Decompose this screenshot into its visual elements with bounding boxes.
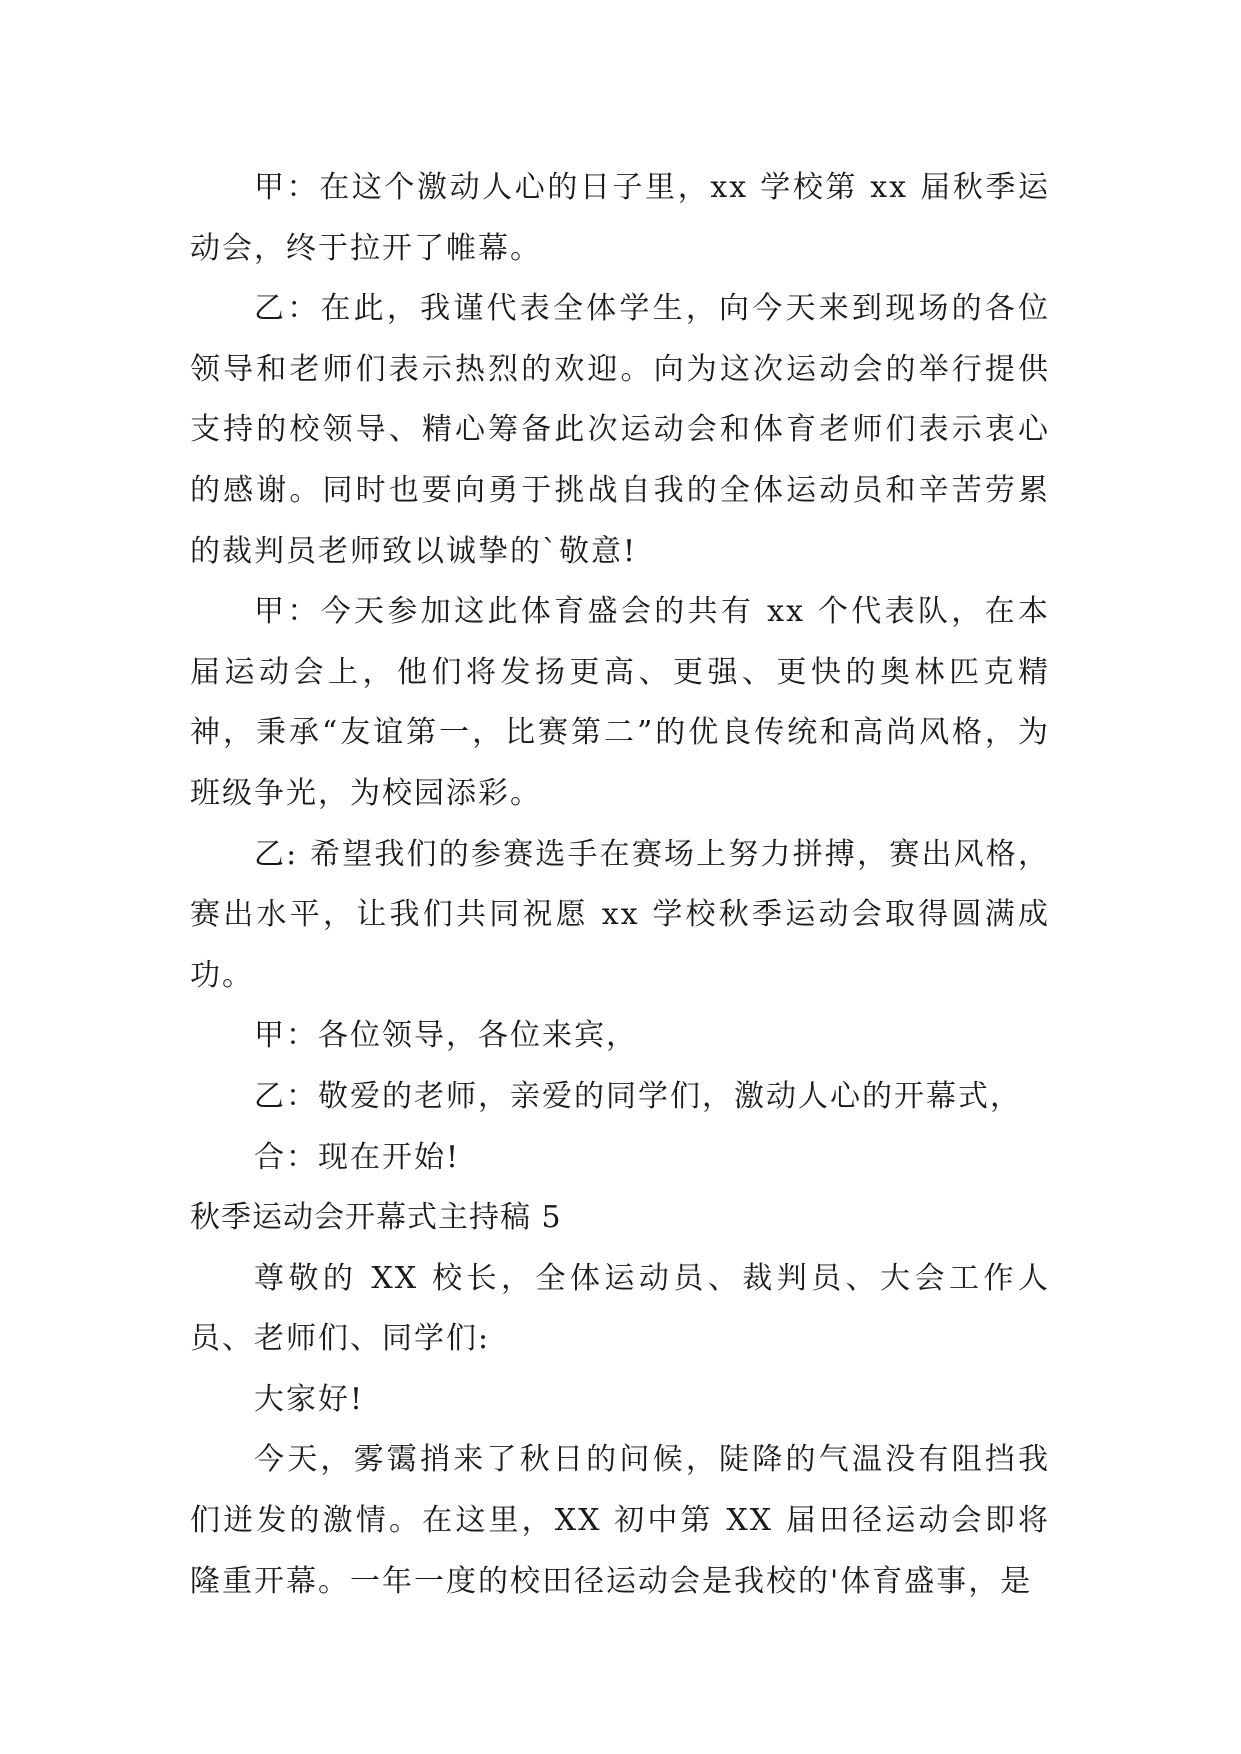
document-body bbox=[190, 158, 1050, 1612]
paragraph-he-begin: 合：现在开始! bbox=[254, 1139, 461, 1175]
paragraph-jia-teams: 甲：今天参加这此体育盛会的共有 xx 个代表队，在本届运动会上，他们将发扬更高、更强、更快的奥林匹克精神，秉承“友谊第一，比赛第二”的优良传统和高尚风格，为班级争光，为校园添彩。 bbox=[190, 594, 1050, 811]
paragraph-yi-teachers: 乙：敬爱的老师，亲爱的同学们，激动人心的开幕式， bbox=[254, 1078, 1022, 1114]
paragraph-yi-wishes: 乙: 希望我们的参赛选手在赛场上努力拼搏，赛出风格，赛出水平，让我们共同祝愿 xx 学校秋季运动会取得圆满成功。 bbox=[190, 836, 1050, 993]
paragraph-jia-opening: 甲：在这个激动人心的日子里，xx 学校第 xx 届秋季运动会，终于拉开了帷幕。 bbox=[190, 170, 1050, 266]
paragraph-yi-welcome: 乙：在此，我谨代表全体学生，向今天来到现场的各位领导和老师们表示热烈的欢迎。向为这次运动会的举行提供支持的校领导、精心筹备此次运动会和体育老师们表示衷心的感谢。同时也要向勇于挑战自我的全体运动员和辛苦劳累的裁判员老师致以诚挚的`敬意! bbox=[190, 291, 1050, 569]
paragraph-salutation: 尊敬的 XX 校长，全体运动员、裁判员、大会工作人员、老师们、同学们: bbox=[190, 1260, 1050, 1357]
section-title: 秋季运动会开幕式主持稿 5 bbox=[190, 1200, 562, 1236]
paragraph-greeting: 大家好! bbox=[254, 1381, 365, 1417]
paragraph-jia-guests: 甲：各位领导，各位来宾， bbox=[254, 1018, 638, 1054]
paragraph-autumn-intro: 今天，雾霭捎来了秋日的问候，陡降的气温没有阻挡我们迸发的激情。在这里，XX 初中第 XX 届田径运动会即将隆重开幕。一年一度的校田径运动会是我校的'体育盛事，是 bbox=[190, 1442, 1050, 1599]
